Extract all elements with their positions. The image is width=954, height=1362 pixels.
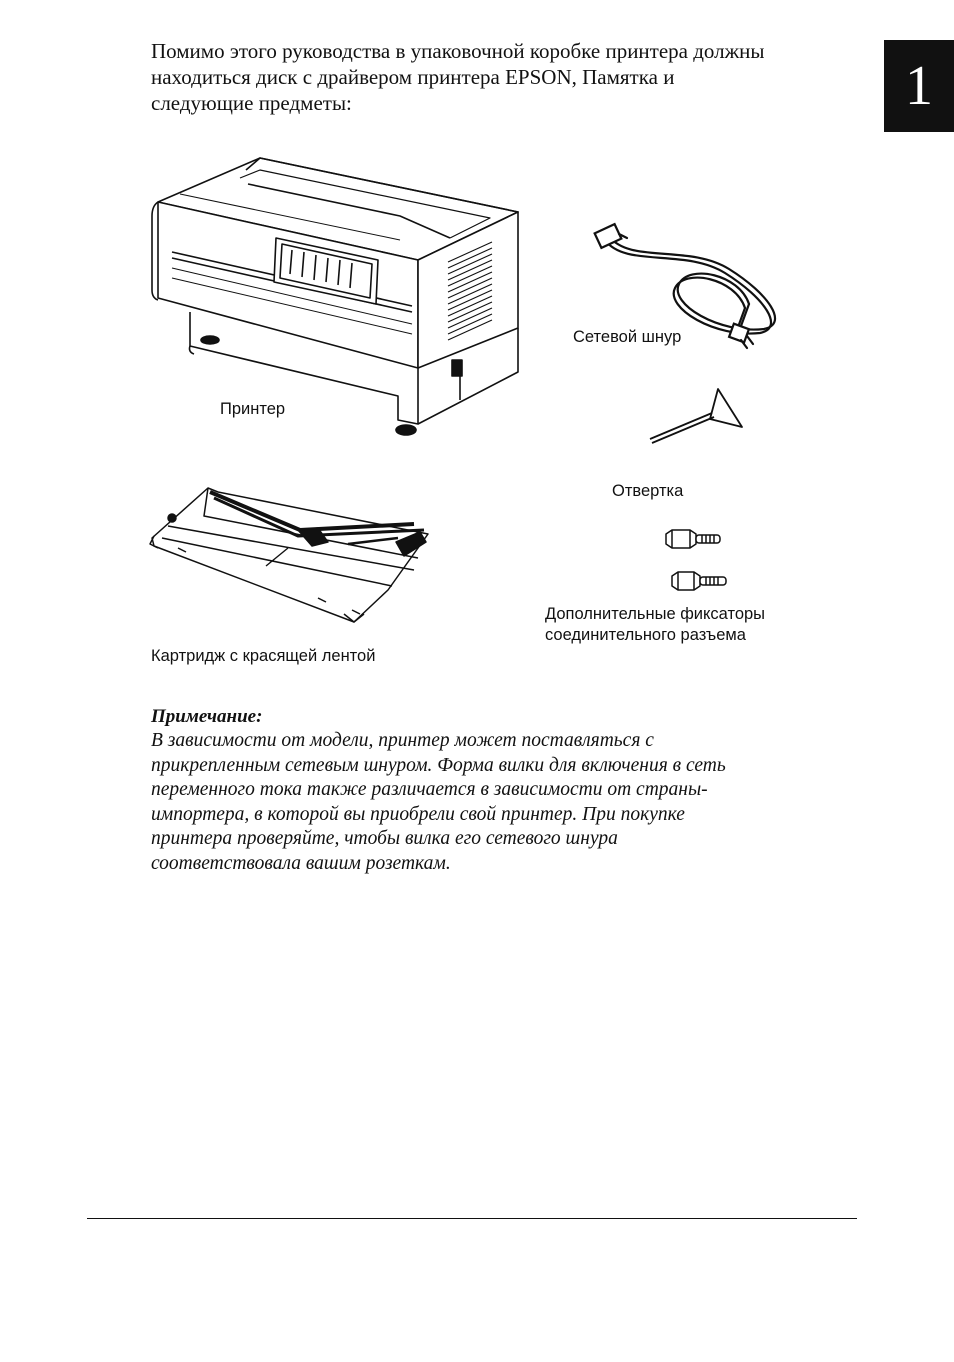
printer-caption: Принтер — [220, 400, 286, 418]
printer-illustration — [150, 150, 530, 440]
fasteners-caption-line: соединительного разъема — [545, 626, 746, 644]
note-line: импортера, в которой вы приобрели свой принтер. При покупке — [151, 803, 685, 825]
footer-rule — [87, 1218, 857, 1219]
power-cord-caption: Сетевой шнур — [573, 328, 682, 346]
note-line: принтера проверяйте, чтобы вилка его сетевого шнура — [151, 828, 618, 850]
fasteners-caption-line: Дополнительные фиксаторы — [545, 605, 766, 623]
ribbon-caption: Картридж с красящей лентой — [151, 647, 376, 665]
fasteners-caption — [545, 604, 765, 646]
note-line: переменного тока также различается в зависимости от страны- — [151, 779, 708, 801]
note-body — [151, 729, 841, 877]
ribbon-cartridge-illustration — [148, 486, 438, 626]
note-line: соответствовала вашим розеткам. — [151, 852, 451, 874]
note-line: прикрепленным сетевым шнуром. Форма вилки для включения в сеть — [151, 754, 726, 776]
screwdriver-illustration — [648, 385, 748, 447]
intro-line: следующие предметы: — [151, 91, 352, 115]
intro-paragraph — [151, 38, 863, 116]
intro-line: Помимо этого руководства в упаковочной коробке принтера должны — [151, 39, 765, 63]
note-line: В зависимости от модели, принтер может поставляться с — [151, 730, 654, 751]
screwdriver-caption: Отвертка — [612, 482, 684, 500]
fasteners-illustration — [662, 526, 732, 596]
note-title: Примечание: — [151, 706, 263, 727]
chapter-tab: 1 — [884, 40, 954, 132]
intro-line: находиться диск с драйвером принтера EPSON, Памятка и — [151, 65, 675, 89]
